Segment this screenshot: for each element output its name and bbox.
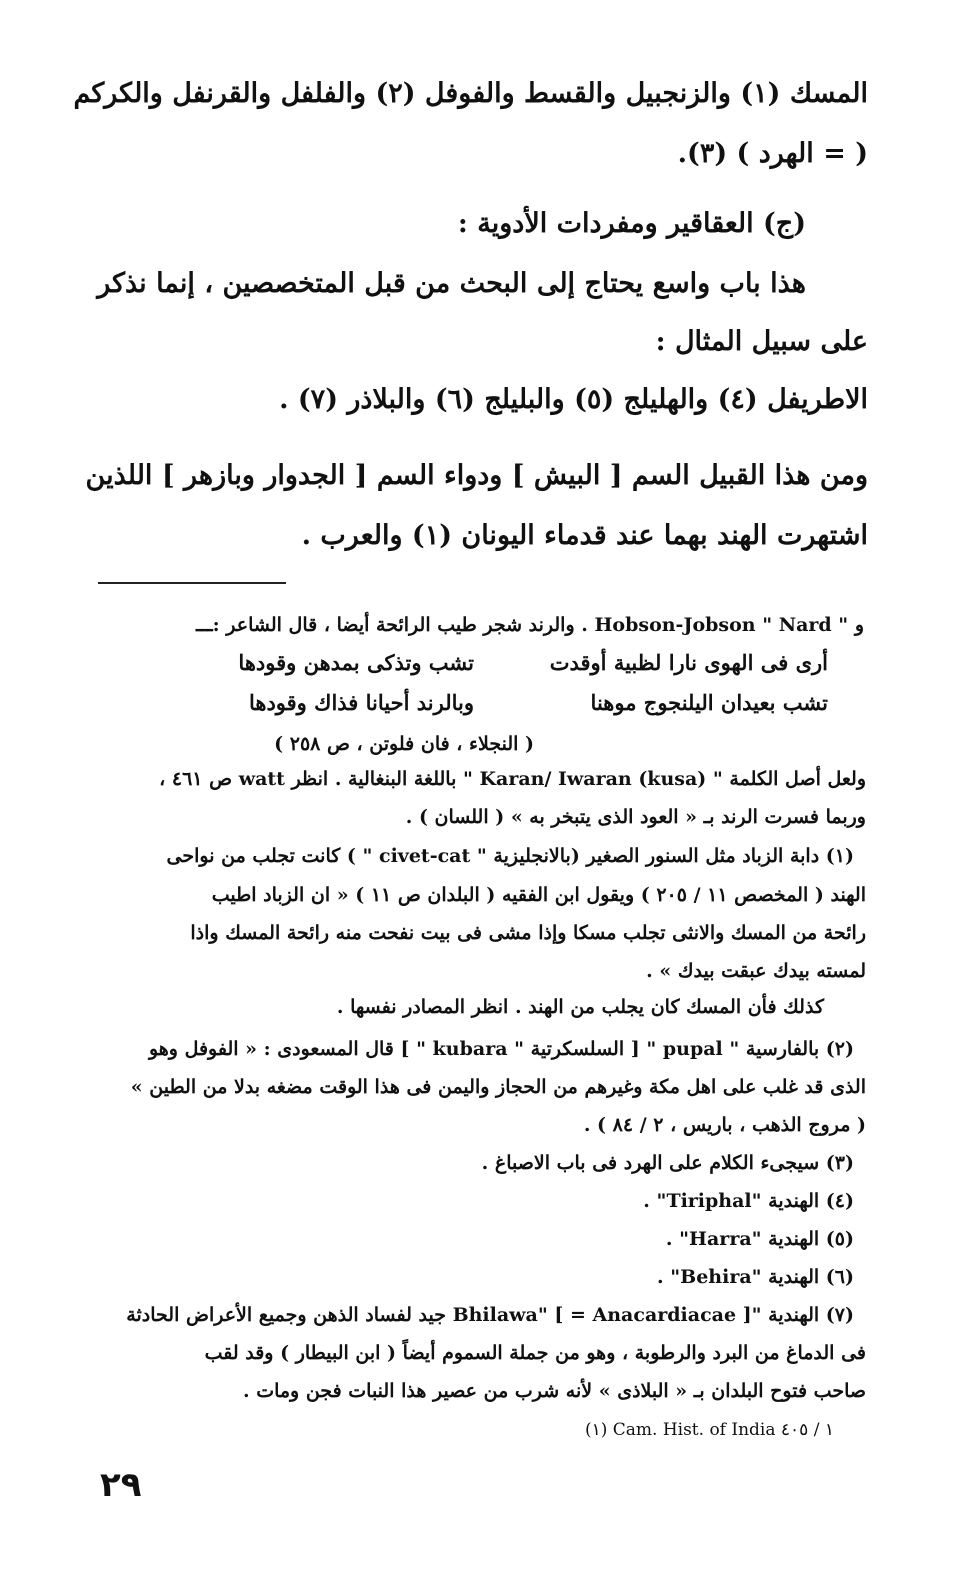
text-line-7: اشتهرت الهند بهما عند قدماء اليونان (١) والعرب . (301, 520, 868, 551)
footnote-2-line: الذى قد غلب على اهل مكة وغيرهم من الحجاز واليمن فى هذا الوقت مضغه بدلا من الطين » (130, 1076, 866, 1098)
footnote-1-line: الهند ( المخصص ١١ / ٢٠٥ ) ويقول ابن الفقيه ( البلدان ص ١١ ) « ان الزباد اطيب (211, 884, 866, 906)
footnote-line: وربما فسرت الرند بـ « العود الذى يتبخر به » ( اللسان ) . (405, 806, 866, 828)
footnote-1-line: لمسته بيدك عبقت بيدك » . (646, 960, 866, 982)
section-heading: (ج) العقاقير ومفردات الأدوية : (457, 208, 806, 239)
footnote-last: (١) Cam. Hist. of India ١ / ٤٠٥ (584, 1420, 834, 1440)
footnote-1-line: كذلك فأن المسك كان يجلب من الهند . انظر المصادر نفسها . (336, 996, 824, 1018)
text-line-5: الاطريفل (٤) والهليلج (٥) والبليلج (٦) والبلاذر (٧) . (279, 384, 868, 415)
footnote-1-line: رائحة من المسك والانثى تجلب مسكا وإذا مشى فى بيت نفحت منه رائحة المسك واذا (190, 922, 866, 944)
footnote-5: (٥) الهندية "Harra" . (665, 1228, 854, 1250)
poem-verse-2a: تشب بعيدان اليلنجوج موهنا (590, 690, 828, 715)
page-number: ٢٩ (100, 1465, 142, 1505)
footnote-separator (98, 582, 286, 584)
footnote-6: (٦) الهندية "Behira" . (657, 1266, 854, 1288)
footnote-7-line: فى الدماغ من البرد والرطوبة ، وهو من جملة السموم أيضاً ( ابن البيطار ) وقد لقب (204, 1342, 866, 1364)
poem-source: ( النجلاء ، فان فلوتن ، ص ٢٥٨ ) (274, 733, 534, 755)
footnote-7-line: (٧) الهندية "Bhilawa" [ = Anacardiacae ] جيد لفساد الذهن وجميع الأعراض الحادثة (126, 1304, 854, 1326)
text-line-3: هذا باب واسع يحتاج إلى البحث من قبل المتخصصين ، إنما نذكر (97, 268, 806, 299)
footnote-2-line: (٢) بالفارسية " pupal " [ السلسكرتية " kubara " ] قال المسعودى : « الفوفل وهو (148, 1038, 854, 1060)
footnote-1-line: (١) دابة الزباد مثل السنور الصغير (بالانجليزية " civet-cat " ) كانت تجلب من نواحى (166, 845, 854, 867)
footnote-4: (٤) الهندية "Tiriphal" . (643, 1190, 854, 1212)
footnote-3: (٣) سيجىء الكلام على الهرد فى باب الاصباغ . (481, 1152, 854, 1174)
poem-verse-2b: وبالرند أحيانا فذاك وقودها (248, 690, 474, 715)
footnote-line: و " Hobson-Jobson " Nard . والرند شجر طيب الرائحة أيضا ، قال الشاعر :ـــ (195, 614, 864, 636)
footnote-7-line: صاحب فتوح البلدان بـ « البلاذى » لأنه شرب من عصير هذا النبات فجن ومات . (242, 1380, 866, 1402)
text-line-6: ومن هذا القبيل السم [ البيش ] ودواء السم [ الجدوار وبازهر ] اللذين (85, 460, 868, 491)
text-line-1: المسك (١) والزنجبيل والقسط والفوفل (٢) والفلفل والقرنفل والكركم (73, 78, 868, 109)
footnote-line: ولعل أصل الكلمة " Karan/ Iwaran (kusa) " باللغة البنغالية . انظر watt ص ٤٦١ ، (159, 768, 866, 790)
poem-verse-1a: أرى فى الهوى نارا لظبية أوقدت (549, 650, 828, 675)
text-line-2: ( = الهرد ) (٣). (677, 138, 868, 169)
footnote-2-line: ( مروج الذهب ، باريس ، ٢ / ٨٤ ) . (583, 1114, 866, 1136)
text-line-4: على سبيل المثال : (655, 326, 868, 357)
poem-verse-1b: تشب وتذكى بمدهن وقودها (238, 650, 474, 675)
